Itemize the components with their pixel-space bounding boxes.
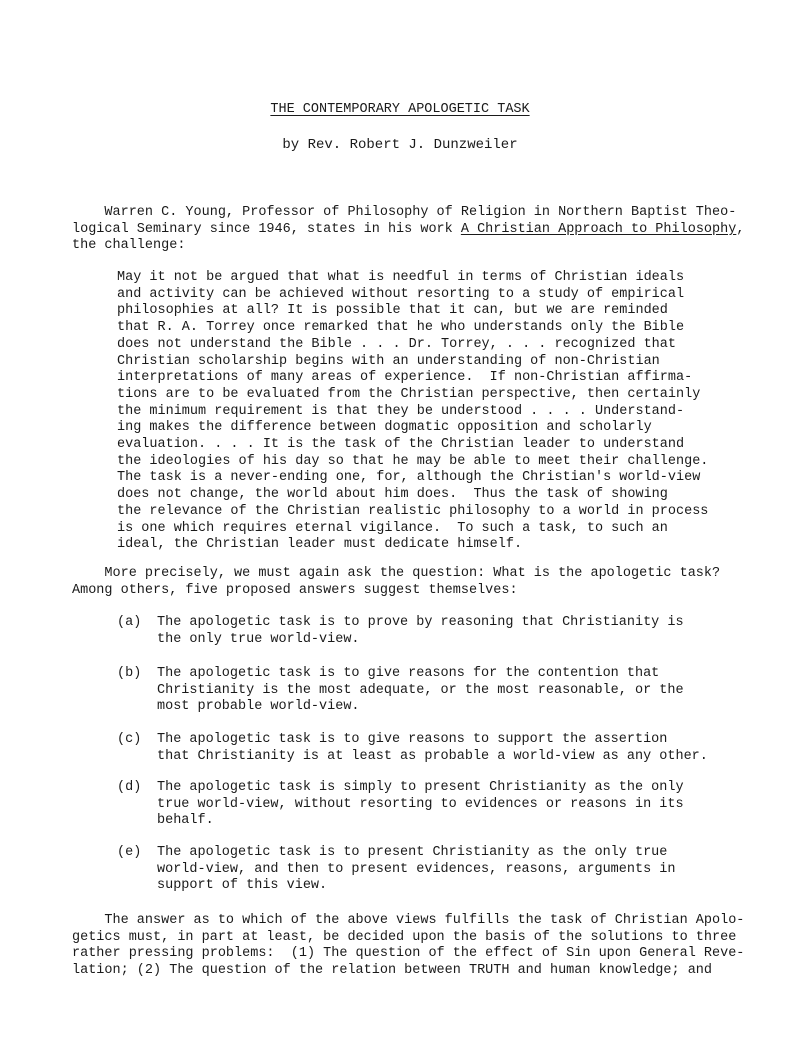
answer-line: true world-view, without resorting to evidences or reasons in its <box>157 796 684 812</box>
answer-line: The apologetic task is to present Christianity as the only true <box>157 845 668 860</box>
block-quote <box>117 270 717 554</box>
quote-line: May it not be argued that what is needful in terms of Christian ideals <box>117 270 685 285</box>
transition-line-2: Among others, five proposed answers suggest themselves: <box>72 582 518 598</box>
intro-line-3: the challenge: <box>72 238 186 253</box>
quote-line: the minimum requirement is that they be understood . . . . Understand- <box>117 403 685 419</box>
answer-line: Christianity is the most adequate, or the most reasonable, or the <box>157 682 684 698</box>
quote-line: ing makes the difference between dogmatic opposition and scholarly <box>117 420 652 436</box>
quote-line: is one which requires eternal vigilance. To such a task, to such an <box>117 520 668 536</box>
answer-label: (b) <box>117 666 142 681</box>
quote-line: the relevance of the Christian realistic philosophy to a world in process <box>117 503 709 519</box>
answer-text <box>157 780 684 830</box>
intro-paragraph <box>72 205 762 255</box>
quote-line: interpretations of many areas of experience. If non-Christian affirma- <box>117 370 693 386</box>
transition-paragraph <box>72 566 762 599</box>
quote-line: The task is a never-ending one, for, although the Christian's world-view <box>117 470 701 486</box>
book-title: A Christian Approach to Philosophy <box>460 221 737 237</box>
answer-label: (e) <box>117 845 142 860</box>
quote-line: that R. A. Torrey once remarked that he who understands only the Bible <box>117 320 685 336</box>
answer-text <box>157 666 684 716</box>
answer-line: behalf. <box>157 813 214 828</box>
answer-text <box>157 615 684 648</box>
quote-line: does not change, the world about him does. Thus the task of showing <box>117 487 668 503</box>
quote-line: evaluation. . . . It is the task of the Christian leader to understand <box>117 437 685 453</box>
answer-line: that Christianity is at least as probable a world-view as any other. <box>157 748 708 764</box>
intro-line-2-post: , <box>736 221 745 237</box>
answer-line: support of this view. <box>157 878 328 893</box>
answer-label: (d) <box>117 780 142 795</box>
answer-line: the only true world-view. <box>157 631 360 647</box>
answer-line: The apologetic task is to give reasons for the contention that <box>157 666 660 681</box>
quote-line: ideal, the Christian leader must dedicate himself. <box>117 537 523 553</box>
transition-line-1: More precisely, we must again ask the question: What is the apologetic task? <box>72 566 721 581</box>
answer-text <box>157 845 675 895</box>
answer-text <box>157 732 708 765</box>
closing-line: getics must, in part at least, be decided upon the basis of the solutions to three <box>72 929 737 945</box>
closing-line: The answer as to which of the above views fulfills the task of Christian Apolo- <box>72 913 745 928</box>
intro-line-1: Warren C. Young, Professor of Philosophy of Religion in Northern Baptist Theo- <box>72 205 737 220</box>
closing-paragraph <box>72 913 762 979</box>
title-text: THE CONTEMPORARY APOLOGETIC TASK <box>270 102 530 117</box>
closing-line: rather pressing problems: (1) The question of the effect of Sin upon General Reve- <box>72 946 745 961</box>
answer-label: (c) <box>117 732 142 747</box>
answer-label: (a) <box>117 615 142 630</box>
answer-line: The apologetic task is simply to present Christianity as the only <box>157 780 684 795</box>
quote-line: Christian scholarship begins with an understanding of non-Christian <box>117 353 660 369</box>
closing-line: lation; (2) The question of the relation between TRUTH and human knowledge; and <box>72 962 713 978</box>
quote-line: philosophies at all? It is possible that it can, but we are reminded <box>117 303 668 319</box>
author-byline: by Rev. Robert J. Dunzweiler <box>282 137 518 153</box>
quote-line: and activity can be achieved without resorting to a study of empirical <box>117 286 685 302</box>
answer-line: The apologetic task is to give reasons to support the assertion <box>157 732 668 747</box>
intro-line-2-pre: logical Seminary since 1946, states in his work <box>72 221 461 237</box>
document-title <box>0 102 800 117</box>
quote-line: the ideologies of his day so that he may be able to meet their challenge. <box>117 453 709 469</box>
answer-line: world-view, and then to present evidences, reasons, arguments in <box>157 861 676 877</box>
quote-line: does not understand the Bible . . . Dr. Torrey, . . . recognized that <box>117 336 676 352</box>
quote-line: tions are to be evaluated from the Christian perspective, then certainly <box>117 386 701 402</box>
answer-line: The apologetic task is to prove by reasoning that Christianity is <box>157 615 684 630</box>
answer-line: most probable world-view. <box>157 699 360 714</box>
